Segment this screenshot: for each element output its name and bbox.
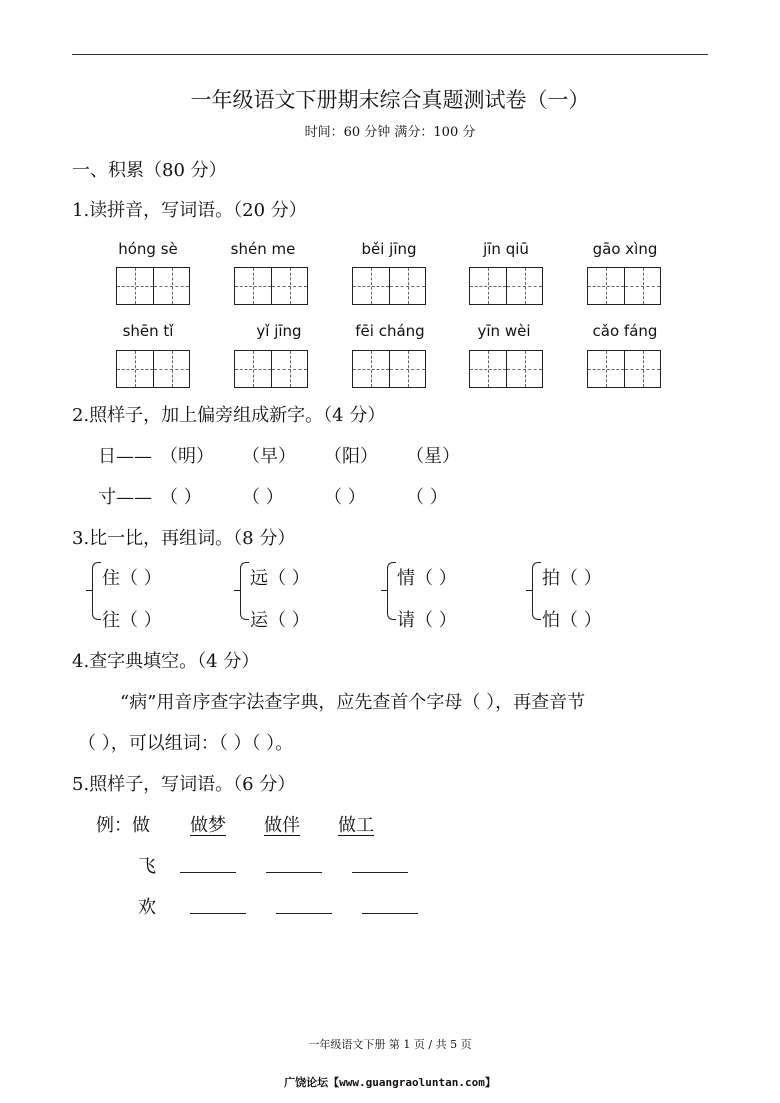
compare-item[interactable]: 住（ ） [102,568,162,589]
answer-blank[interactable]: （ ） [324,487,366,508]
pinyin-label: yǐ jīng [256,322,302,340]
question-4-line-2: （ ），可以组词：（ ）（ ）。 [78,733,294,754]
writing-grid[interactable] [469,267,543,305]
question-2-heading: 2.照样子，加上偏旁组成新字。（4 分） [72,405,386,426]
writing-grid[interactable] [116,267,190,305]
brace-icon [387,562,396,620]
writing-grid[interactable] [234,267,308,305]
writing-grid[interactable] [234,350,308,388]
pinyin-label: hóng sè [118,240,178,258]
pinyin-label: fēi cháng [355,322,425,340]
compare-item[interactable]: 往（ ） [102,610,162,631]
pinyin-label: yīn wèi [477,322,531,340]
writing-grid[interactable] [469,350,543,388]
writing-grid[interactable] [352,350,426,388]
compare-item[interactable]: 请（ ） [397,610,457,631]
section-heading: 一、积累（80 分） [72,160,227,181]
site-watermark: 广饶论坛【www.guangraoluntan.com】 [284,1076,496,1089]
brace-icon [92,562,101,620]
answer-blank[interactable]: （ ） [160,487,202,508]
example-word: 做工 [338,815,374,836]
compare-item[interactable]: 拍（ ） [542,568,602,589]
exam-info: 时间：60 分钟 满分：100 分 [304,125,476,140]
compare-item[interactable]: 怕（ ） [542,610,602,631]
answer-line[interactable] [180,872,236,873]
header-rule [72,54,708,55]
writing-grid[interactable] [352,267,426,305]
compare-item[interactable]: 运（ ） [250,610,310,631]
pinyin-label: běi jīng [361,240,417,258]
pinyin-label: jīn qiū [483,240,529,258]
question-5-heading: 5.照样子，写词语。（6 分） [72,774,296,795]
example-char: （明） [160,446,214,467]
page-footer: 一年级语文下册 第 1 页 / 共 5 页 [308,1038,472,1051]
radical-lead: 日—— [98,446,152,467]
example-char: （早） [242,446,296,467]
answer-line[interactable] [276,913,332,914]
example-word: 做梦 [190,815,226,836]
writing-grid[interactable] [116,350,190,388]
target-char: 欢 [138,897,156,918]
answer-line[interactable] [362,913,418,914]
question-1-heading: 1.读拼音，写词语。（20 分） [72,200,307,221]
page-title: 一年级语文下册期末综合真题测试卷（一） [190,88,590,112]
brace-icon [532,562,541,620]
pinyin-label: shén me [230,240,296,258]
answer-line[interactable] [266,872,322,873]
example-char: （星） [406,446,460,467]
compare-item[interactable]: 远（ ） [250,568,310,589]
answer-line[interactable] [352,872,408,873]
pinyin-label: gāo xìng [592,240,658,258]
compare-item[interactable]: 情（ ） [397,568,457,589]
question-4-line-1: “病”用音序查字法查字典，应先查首个字母（ ），再查音节 [120,692,586,713]
question-4-heading: 4.查字典填空。（4 分） [72,651,260,672]
question-3-heading: 3.比一比，再组词。（8 分） [72,528,296,549]
answer-blank[interactable]: （ ） [406,487,448,508]
example-label: 例：做 [96,815,150,836]
answer-line[interactable] [190,913,246,914]
radical-lead: 寸—— [98,487,152,508]
example-word: 做伴 [264,815,300,836]
writing-grid[interactable] [587,350,661,388]
pinyin-label: cǎo fáng [592,322,658,340]
answer-blank[interactable]: （ ） [242,487,284,508]
pinyin-label: shēn tǐ [122,322,174,340]
target-char: 飞 [138,856,156,877]
example-char: （阳） [324,446,378,467]
brace-icon [240,562,249,620]
writing-grid[interactable] [587,267,661,305]
